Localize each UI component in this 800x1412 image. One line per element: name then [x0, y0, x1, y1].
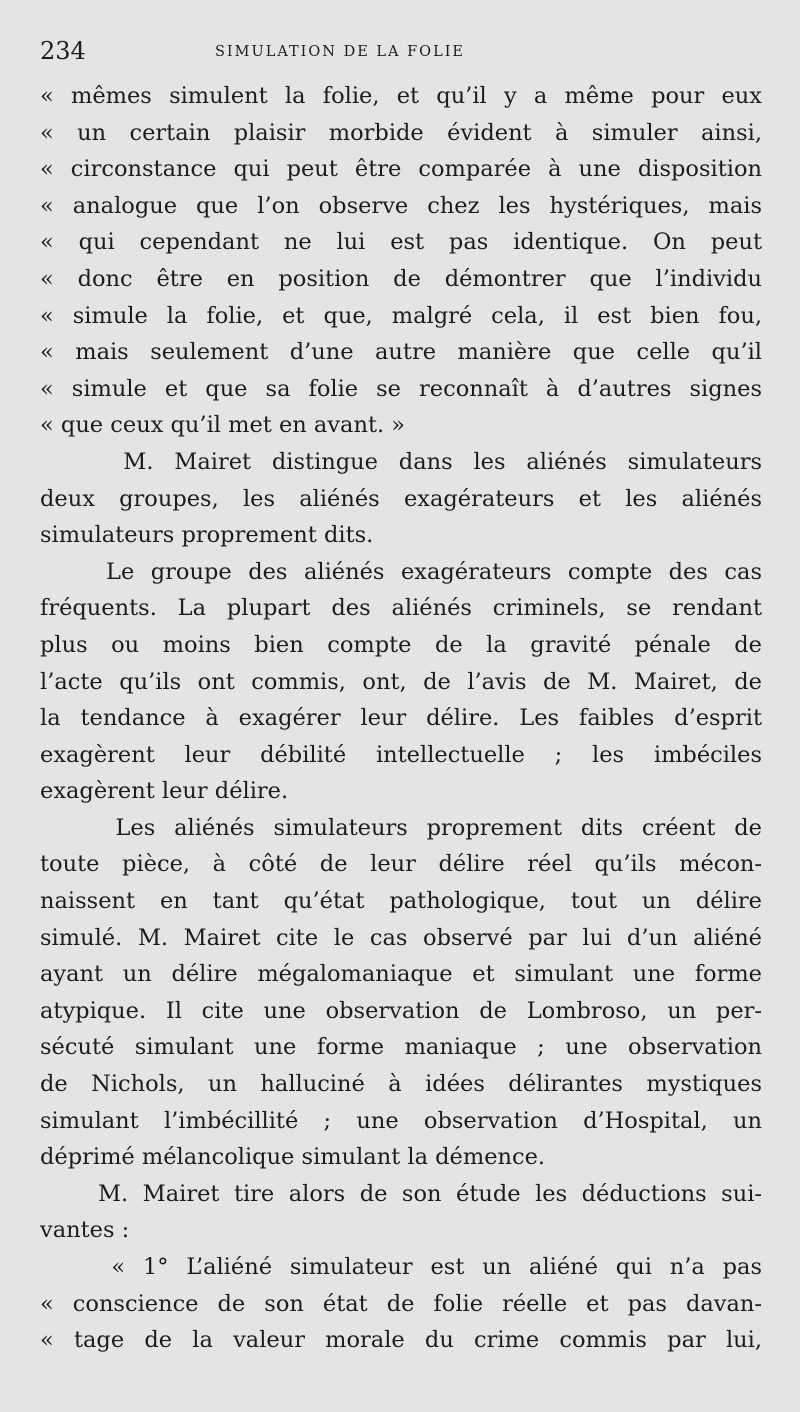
text-line: « circonstance qui peut être comparée à une disposition — [40, 156, 762, 183]
text-line: la tendance à exagérer leur délire. Les faibles d’esprit — [40, 705, 762, 732]
page-header — [40, 36, 760, 70]
text-line: Le groupe des aliénés exagérateurs compte des cas — [40, 558, 762, 585]
text-line: vantes : — [40, 1217, 130, 1244]
text-line: « qui cependant ne lui est pas identique. On peut — [40, 229, 762, 256]
text-line: de Nichols, un halluciné à idées délirantes mystiques — [40, 1071, 762, 1098]
text-line: naissent en tant qu’état pathologique, tout un délire — [40, 888, 762, 915]
text-line: « un certain plaisir morbide évident à simuler ainsi, — [40, 119, 762, 146]
text-line: « simule la folie, et que, malgré cela, il est bien fou, — [40, 302, 762, 329]
text-line: simulant l’imbécillité ; une observation d’Hospital, un — [40, 1107, 762, 1134]
text-line: exagèrent leur délire. — [40, 778, 289, 805]
text-line: ayant un délire mégalomaniaque et simulant une forme — [40, 961, 762, 988]
body-text — [40, 78, 762, 1359]
text-line: « simule et que sa folie se reconnaît à d’autres signes — [40, 375, 762, 402]
text-line: M. Mairet distingue dans les aliénés simulateurs — [40, 448, 762, 475]
text-line: l’acte qu’ils ont commis, ont, de l’avis de M. Mairet, de — [40, 668, 762, 695]
page-number: 234 — [40, 37, 86, 65]
text-line: « 1° L’aliéné simulateur est un aliéné qui n’a pas — [40, 1254, 762, 1280]
text-line: « mais seulement d’une autre manière que celle qu’il — [40, 339, 762, 366]
text-line: deux groupes, les aliénés exagérateurs et les aliénés — [40, 485, 762, 512]
text-line: « analogue que l’on observe chez les hystériques, mais — [40, 192, 762, 219]
text-line: exagèrent leur débilité intellectuelle ; les imbéciles — [40, 741, 762, 768]
text-line: déprimé mélancolique simulant la démence. — [40, 1144, 546, 1171]
text-line: simulateurs proprement dits. — [40, 522, 374, 549]
text-line: plus ou moins bien compte de la gravité pénale de — [40, 631, 762, 658]
text-line: « donc être en position de démontrer que l’individu — [40, 265, 762, 292]
text-line: « tage de la valeur morale du crime commis par lui, — [40, 1327, 762, 1354]
text-line: toute pièce, à côté de leur délire réel qu’ils mécon- — [40, 851, 762, 878]
text-line: atypique. Il cite une observation de Lombroso, un per- — [40, 997, 762, 1024]
text-line: « mêmes simulent la folie, et qu’il y a même pour eux — [40, 83, 762, 109]
running-title: SIMULATION DE LA FOLIE — [214, 44, 466, 60]
text-line: simulé. M. Mairet cite le cas observé par lui d’un aliéné — [40, 924, 762, 951]
text-line: M. Mairet tire alors de son étude les déductions sui- — [40, 1180, 762, 1207]
text-line: sécuté simulant une forme maniaque ; une observation — [40, 1034, 762, 1061]
text-line: Les aliénés simulateurs proprement dits créent de — [40, 814, 762, 841]
text-line: « que ceux qu’il met en avant. » — [40, 412, 406, 439]
text-line: « conscience de son état de folie réelle et pas davan- — [40, 1290, 762, 1317]
text-line: fréquents. La plupart des aliénés criminels, se rendant — [40, 595, 762, 622]
